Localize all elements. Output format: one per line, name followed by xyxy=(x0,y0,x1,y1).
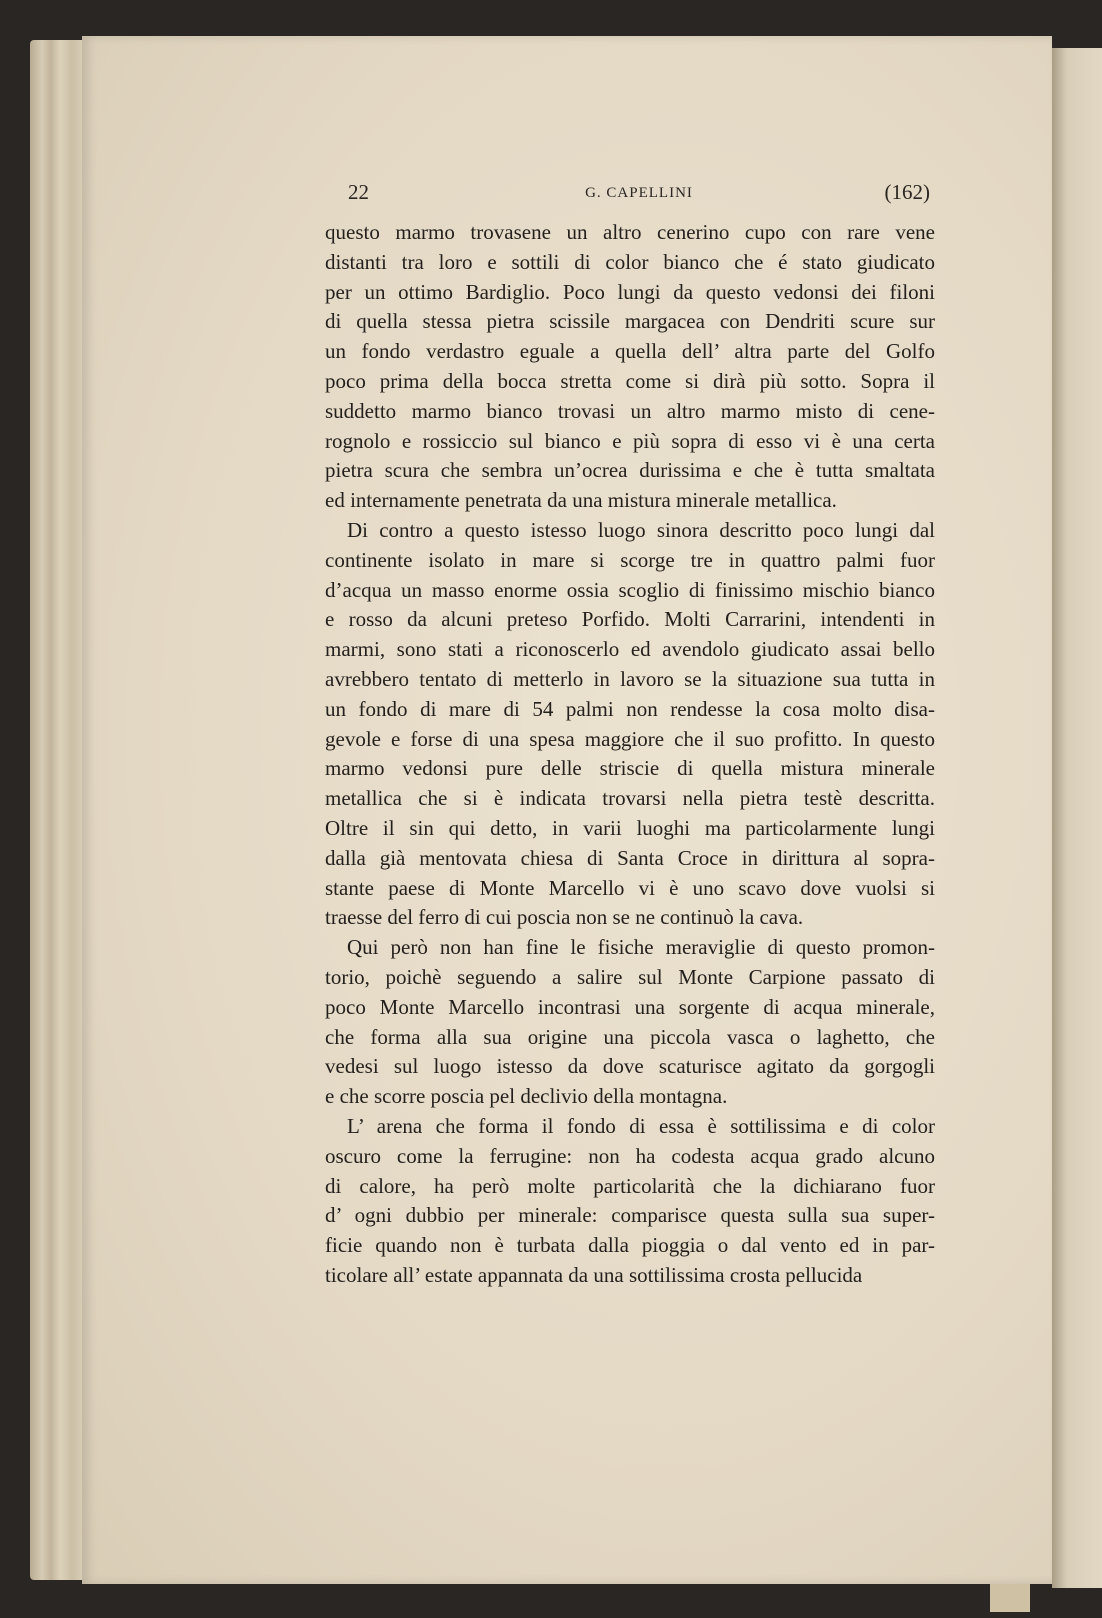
text-line: continente isolato in mare si scorge tre in quattro palmi fuor xyxy=(325,547,935,572)
text-line: poco prima della bocca stretta come si dirà più sotto. Sopra il xyxy=(325,368,935,393)
text-line: distanti tra loro e sottili di color bianco che é stato giudicato xyxy=(325,249,935,274)
text-line: suddetto marmo bianco trovasi un altro marmo misto di cene- xyxy=(325,398,935,423)
paragraph xyxy=(325,218,935,516)
bookmark-tab xyxy=(990,1582,1030,1612)
text-line: di quella stessa pietra scissile margacea con Dendriti scure sur xyxy=(325,309,935,334)
text-line: dalla già mentovata chiesa di Santa Croce in dirittura al sopra- xyxy=(325,845,935,870)
next-page-edge xyxy=(1052,48,1102,1588)
text-line: marmo vedonsi pure delle striscie di quella mistura minerale xyxy=(325,756,935,781)
text-line: traesse del ferro di cui poscia non se ne continuò la cava. xyxy=(325,905,804,930)
text-line: che forma alla sua origine una piccola vasca o laghetto, che xyxy=(325,1024,935,1049)
text-line: oscuro come la ferrugine: non ha codesta acqua grado alcuno xyxy=(325,1143,935,1168)
text-line: un fondo verdastro eguale a quella dell’ altra parte del Golfo xyxy=(325,339,935,364)
text-line: e che scorre poscia pel declivio della montagna. xyxy=(325,1084,728,1109)
text-line: Oltre il sin qui detto, in varii luoghi ma particolarmente lungi xyxy=(325,815,935,840)
text-line: d’acqua un masso enorme ossia scoglio di finissimo mischio bianco xyxy=(325,577,935,602)
original-page-number: (162) xyxy=(884,180,930,204)
text-line: rognolo e rossiccio sul bianco e più sopra di esso vi è una certa xyxy=(325,428,935,453)
text-line: gevole e forse di una spesa maggiore che il suo profitto. In questo xyxy=(325,726,935,751)
text-line: ficie quando non è turbata dalla pioggia o dal vento ed in par- xyxy=(325,1233,935,1258)
text-line: di calore, ha però molte particolarità che la dichiarano fuor xyxy=(325,1173,935,1198)
text-line: metallica che si è indicata trovarsi nella pietra testè descritta. xyxy=(325,786,935,811)
text-line: vedesi sul luogo istesso da dove scaturisce agitato da gorgogli xyxy=(325,1054,935,1079)
paragraph xyxy=(325,516,935,933)
text-line: Qui però non han fine le fisiche meraviglie di questo promon- xyxy=(347,935,935,960)
text-line: un fondo di mare di 54 palmi non rendesse la cosa molto disa- xyxy=(325,696,935,721)
text-line: L’ arena che forma il fondo di essa è sottilissima e di color xyxy=(347,1113,935,1138)
text-line: ed internamente penetrata da una mistura minerale metallica. xyxy=(325,488,837,513)
paragraph xyxy=(325,933,935,1112)
text-line: torio, poichè seguendo a salire sul Monte Carpione passato di xyxy=(325,964,935,989)
page-stack-edge xyxy=(30,40,90,1580)
page-header xyxy=(348,180,930,208)
body-text xyxy=(325,218,935,1291)
page-number: 22 xyxy=(348,180,369,204)
text-line: d’ ogni dubbio per minerale: comparisce questa sulla sua super- xyxy=(325,1203,935,1228)
text-line: marmi, sono stati a riconoscerlo ed avendolo giudicato assai bello xyxy=(325,637,935,662)
text-line: avrebbero tentato di metterlo in lavoro se la situazione sua tutta in xyxy=(325,666,935,691)
text-line: stante paese di Monte Marcello vi è uno scavo dove vuolsi si xyxy=(325,875,935,900)
text-line: ticolare all’ estate appannata da una sottilissima crosta pellucida xyxy=(325,1262,863,1287)
text-line: Di contro a questo istesso luogo sinora descritto poco lungi dal xyxy=(347,517,935,542)
paragraph xyxy=(325,1112,935,1291)
text-line: per un ottimo Bardiglio. Poco lungi da questo vedonsi dei filoni xyxy=(325,279,935,304)
text-line: questo marmo trovasene un altro cenerino cupo con rare vene xyxy=(325,220,935,244)
text-line: poco Monte Marcello incontrasi una sorgente di acqua minerale, xyxy=(325,994,935,1019)
text-line: pietra scura che sembra un’ocrea durissima e che è tutta smaltata xyxy=(325,458,935,483)
text-line: e rosso da alcuni preteso Porfido. Molti Carrarini, intendenti in xyxy=(325,607,935,632)
running-head: G. CAPELLINI xyxy=(585,185,693,201)
